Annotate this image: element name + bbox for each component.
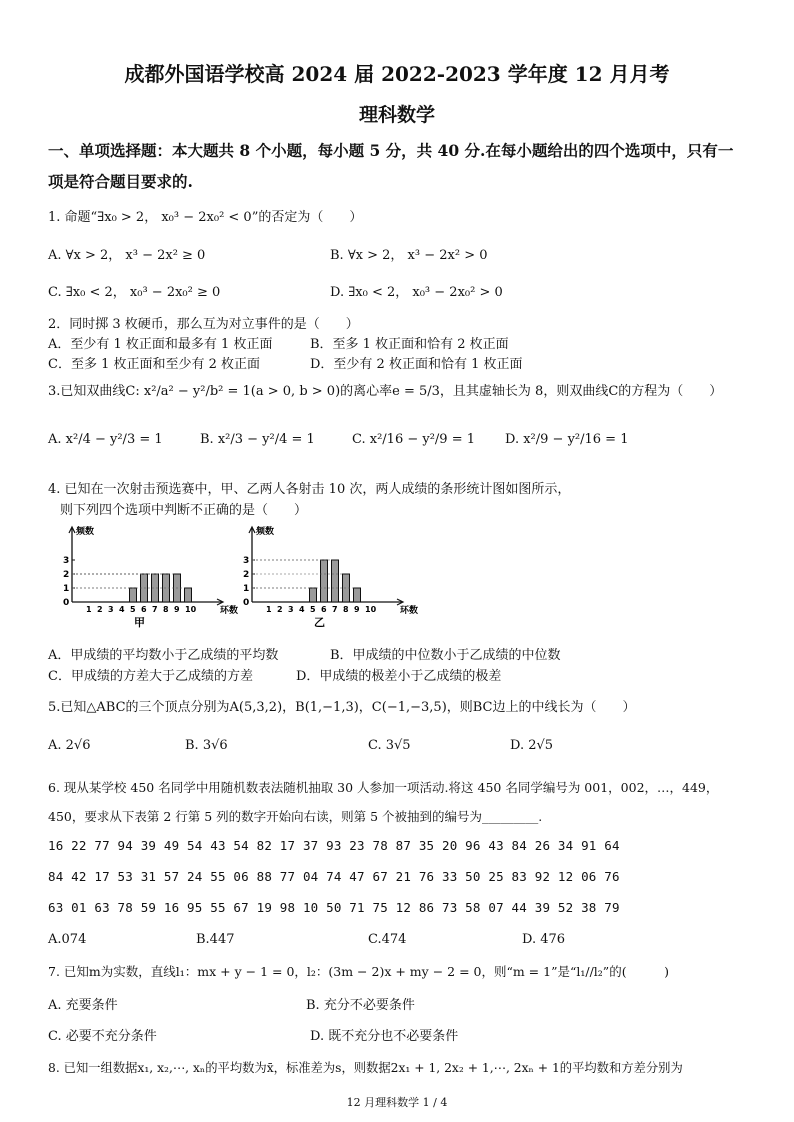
- page-title: 成都外国语学校高 2024 届 2022-2023 学年度 12 月月考: [124, 62, 670, 86]
- q6-option-d: D. 476: [522, 932, 566, 947]
- q3-option-b: B. x²/3 − y²/4 = 1: [200, 432, 315, 447]
- y-tick-label: 0: [243, 598, 250, 608]
- q5-option-a: A. 2√6: [48, 738, 91, 753]
- q7-option-c: C. 必要不充分条件: [48, 1029, 157, 1044]
- section-heading-line2: 项是符合题目要求的.: [48, 172, 193, 191]
- chart-jia: [63, 525, 238, 629]
- chart-yi: [243, 525, 418, 629]
- q6-stem-line1: 6. 现从某学校 450 名同学中用随机数表法随机抽取 30 人参加一项活动.将这 450 名同学编号为 001，002，…，449，: [48, 780, 719, 795]
- x-tick-label: 9: [354, 605, 360, 614]
- q4-stem-line1: 4. 已知在一次射击预选赛中，甲、乙两人各射击 10 次，两人成绩的条形统计图如图所示，: [48, 482, 571, 497]
- page-subtitle: 理科数学: [358, 104, 435, 126]
- q5-option-c: C. 3√5: [368, 738, 411, 753]
- q2-option-c: C．至多 1 枚正面和至少有 2 枚正面: [48, 357, 261, 372]
- x-tick-label: 2: [97, 605, 103, 614]
- q7-option-a: A. 充要条件: [48, 998, 118, 1013]
- y-tick-label: 3: [63, 556, 70, 566]
- y-tick-label: 0: [63, 598, 70, 608]
- x-tick-label: 2: [277, 605, 283, 614]
- x-tick-label: 5: [310, 605, 316, 614]
- y-axis-label: 频数: [76, 527, 95, 537]
- random-table-row-2: 84 42 17 53 31 57 24 55 06 88 77 04 74 47 67 21 76 33 50 25 83 92 12 06 76: [48, 869, 620, 884]
- q4-option-c: C．甲成绩的方差大于乙成绩的方差: [48, 669, 253, 684]
- x-tick-label: 8: [343, 605, 349, 614]
- q6-option-c: C.474: [368, 932, 407, 947]
- q4-stem-line2: 则下列四个选项中判断不正确的是（ ）: [60, 503, 308, 518]
- bar: [130, 588, 137, 602]
- q3-option-a: A. x²/4 − y²/3 = 1: [48, 432, 163, 447]
- q1-option-a: A. ∀x > 2， x³ − 2x² ≥ 0: [48, 248, 206, 263]
- bar: [354, 588, 361, 602]
- q5-option-b: B. 3√6: [185, 738, 228, 753]
- chart-title: 甲: [134, 616, 145, 629]
- x-tick-label: 10: [365, 605, 377, 614]
- q4-option-d: D．甲成绩的极差小于乙成绩的极差: [296, 669, 502, 684]
- q2-option-a: A．至少有 1 枚正面和最多有 1 枚正面: [48, 337, 273, 352]
- x-tick-label: 10: [185, 605, 197, 614]
- y-tick-label: 2: [243, 570, 250, 580]
- section-heading-line1: 一、单项选择题：本大题共 8 个小题，每小题 5 分，共 40 分.在每小题给出的四个选项中，只有一: [48, 141, 734, 160]
- x-axis-label: 环数: [400, 606, 419, 616]
- random-table-row-1: 16 22 77 94 39 49 54 43 54 82 17 37 93 23 78 87 35 20 96 43 84 26 34 91 64: [48, 838, 620, 853]
- x-tick-label: 9: [174, 605, 180, 614]
- x-tick-label: 7: [152, 605, 158, 614]
- x-tick-label: 8: [163, 605, 169, 614]
- x-tick-label: 6: [141, 605, 147, 614]
- x-tick-label: 5: [130, 605, 136, 614]
- q5-option-d: D. 2√5: [510, 738, 554, 753]
- x-tick-label: 4: [119, 605, 125, 614]
- q3-option-c: C. x²/16 − y²/9 = 1: [352, 432, 476, 447]
- q7-option-b: B. 充分不必要条件: [306, 998, 415, 1013]
- y-axis-label: 频数: [256, 527, 275, 537]
- y-tick-label: 1: [243, 584, 250, 594]
- y-tick-label: 1: [63, 584, 70, 594]
- q5-stem: 5.已知△ABC的三个顶点分别为A(5,3,2)，B(1,−1,3)，C(−1,−3,5)，则BC边上的中线长为（ ）: [48, 700, 636, 715]
- page-footer: 12 月理科数学 1 / 4: [346, 1096, 448, 1109]
- x-tick-label: 3: [108, 605, 114, 614]
- y-tick-label: 3: [243, 556, 250, 566]
- q4-option-b: B．甲成绩的中位数小于乙成绩的中位数: [330, 648, 561, 663]
- q1-option-b: B. ∀x > 2， x³ − 2x² > 0: [330, 248, 488, 263]
- q6-option-b: B.447: [196, 932, 235, 947]
- q2-option-d: D．至少有 2 枚正面和恰有 1 枚正面: [310, 357, 523, 372]
- q6-stem-line2: 450，要求从下表第 2 行第 5 列的数字开始向右读，则第 5 个被抽到的编号为_________.: [48, 809, 543, 824]
- x-tick-label: 6: [321, 605, 327, 614]
- x-tick-label: 4: [299, 605, 305, 614]
- bar: [332, 560, 339, 602]
- x-axis-label: 环数: [220, 606, 239, 616]
- random-table-row-3: 63 01 63 78 59 16 95 55 67 19 98 10 50 71 75 12 86 73 58 07 44 39 52 38 79: [48, 900, 620, 915]
- chart-title: 乙: [314, 616, 325, 629]
- bar-charts-figure: [40, 524, 419, 634]
- q7-stem: 7. 已知m为实数，直线l₁：mx + y − 1 = 0，l₂：(3m − 2)x + my − 2 = 0，则“m = 1”是“l₁//l₂”的( ): [48, 964, 669, 979]
- q7-option-d: D. 既不充分也不必要条件: [310, 1029, 459, 1044]
- y-tick-label: 2: [63, 570, 70, 580]
- q8-stem: 8. 已知一组数据x₁, x₂,⋯, xₙ的平均数为x̄，标准差为s，则数据2x₁ + 1, 2x₂ + 1,⋯, 2xₙ + 1的平均数和方差分别为: [48, 1061, 683, 1075]
- q4-option-a: A．甲成绩的平均数小于乙成绩的平均数: [48, 648, 279, 663]
- bar: [321, 560, 328, 602]
- q1-option-c: C. ∃x₀ < 2， x₀³ − 2x₀² ≥ 0: [48, 285, 221, 300]
- x-tick-label: 3: [288, 605, 294, 614]
- q1-option-d: D. ∃x₀ < 2， x₀³ − 2x₀² > 0: [330, 285, 503, 300]
- bar: [310, 588, 317, 602]
- q3-option-d: D. x²/9 − y²/16 = 1: [505, 432, 629, 447]
- x-tick-label: 1: [266, 605, 272, 614]
- q1-stem: 1. 命题“∃x₀ > 2， x₀³ − 2x₀² < 0”的否定为（ ）: [48, 210, 363, 225]
- q6-option-a: A.074: [48, 932, 87, 947]
- q2-stem: 2．同时掷 3 枚硬币，那么互为对立事件的是（ ）: [48, 317, 359, 332]
- q2-option-b: B．至多 1 枚正面和恰有 2 枚正面: [310, 337, 509, 352]
- x-tick-label: 7: [332, 605, 338, 614]
- bar: [185, 588, 192, 602]
- x-tick-label: 1: [86, 605, 92, 614]
- q3-stem: 3.已知双曲线C: x²/a² − y²/b² = 1(a > 0, b > 0)的离心率e = 5/3，且其虚轴长为 8，则双曲线C的方程为（ ）: [48, 384, 723, 399]
